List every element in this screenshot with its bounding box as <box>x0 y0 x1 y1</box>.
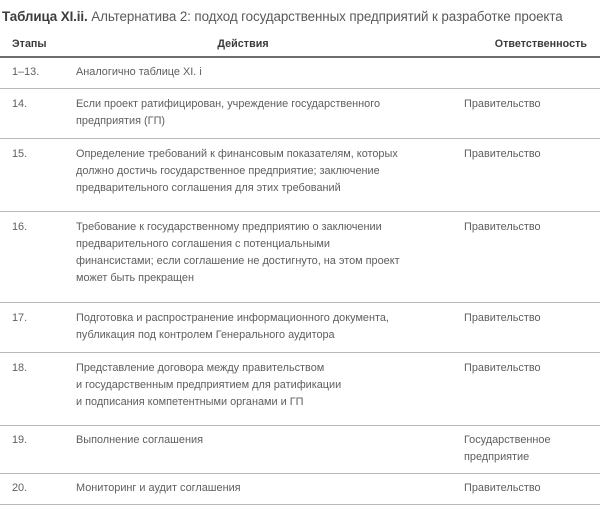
cell-action-line: Подготовка и распространение информационного документа, <box>76 312 389 324</box>
cell-action <box>68 474 458 505</box>
cell-action-line: Мониторинг и аудит соглашения <box>76 482 241 494</box>
cell-action-line: публикация под контролем Генерального аудитора <box>76 329 335 341</box>
cell-responsibility-line: Правительство <box>464 312 541 324</box>
table-row <box>0 303 600 353</box>
table-header-row <box>0 36 600 57</box>
cell-action-line: Требование к государственному предприятию о заключении <box>76 221 382 233</box>
cell-responsibility-line: Правительство <box>464 98 541 110</box>
cell-action-line: Аналогично таблице XI. i <box>76 66 202 78</box>
cell-action <box>68 426 458 474</box>
cell-action <box>68 57 458 89</box>
column-header-responsibility: Ответственность <box>494 38 587 50</box>
table-row <box>0 139 600 212</box>
cell-responsibility-line: Правительство <box>464 148 541 160</box>
cell-stage: 14. <box>0 89 68 139</box>
cell-responsibility <box>458 212 600 303</box>
table-row <box>0 212 600 303</box>
cell-responsibility <box>458 474 600 505</box>
stage-table <box>0 36 600 505</box>
cell-stage: 16. <box>0 212 68 303</box>
cell-stage: 19. <box>0 426 68 474</box>
cell-responsibility <box>458 139 600 212</box>
cell-action-line: Определение требований к финансовым показателям, которых <box>76 148 398 160</box>
cell-action-line: Представление договора между правительством <box>76 362 325 374</box>
cell-stage: 20. <box>0 474 68 505</box>
cell-responsibility-line: предприятие <box>464 451 530 463</box>
cell-action-line: и подписания компетентными органами и ГП <box>76 396 304 408</box>
cell-responsibility-line: Правительство <box>464 482 541 494</box>
cell-stage: 17. <box>0 303 68 353</box>
cell-action-line: предварительного соглашения для этих требований <box>76 182 341 194</box>
cell-action <box>68 212 458 303</box>
table-row <box>0 57 600 89</box>
cell-stage: 18. <box>0 353 68 426</box>
cell-action-line: Если проект ратифицирован, учреждение государственного <box>76 98 381 110</box>
table-body <box>0 57 600 505</box>
table-number-label: Таблица XI.ii. <box>2 9 88 24</box>
cell-action <box>68 89 458 139</box>
table-row <box>0 426 600 474</box>
cell-action-line: предварительного соглашения с потенциальными <box>76 238 330 250</box>
cell-responsibility <box>458 426 600 474</box>
cell-stage: 15. <box>0 139 68 212</box>
cell-action-line: финансистами; если соглашение не достигнуто, на этом проект <box>76 255 400 267</box>
cell-action-line: должно достичь государственное предприятие; заключение <box>76 165 380 177</box>
cell-action <box>68 139 458 212</box>
cell-stage: 1–13. <box>0 57 68 89</box>
table-row <box>0 89 600 139</box>
table-row <box>0 353 600 426</box>
cell-responsibility-line: Правительство <box>464 221 541 233</box>
table-title-text: Альтернатива 2: подход государственных предприятий к разработке проекта <box>91 9 563 24</box>
cell-action-line: предприятия (ГП) <box>76 115 166 127</box>
cell-responsibility-line: Правительство <box>464 362 541 374</box>
cell-responsibility-line: Государственное <box>464 434 551 446</box>
cell-action-line: и государственным предприятием для ратификации <box>76 379 342 391</box>
cell-action-line: Выполнение соглашения <box>76 434 203 446</box>
column-header-action: Действия <box>217 38 269 50</box>
table-row <box>0 474 600 505</box>
column-header-stage: Этапы <box>12 38 47 50</box>
page-title <box>0 0 600 27</box>
stage-table-container <box>0 36 600 505</box>
cell-responsibility <box>458 303 600 353</box>
cell-responsibility <box>458 57 600 89</box>
cell-action <box>68 353 458 426</box>
cell-responsibility <box>458 353 600 426</box>
cell-responsibility <box>458 89 600 139</box>
cell-action <box>68 303 458 353</box>
table-header <box>0 36 600 57</box>
cell-action-line: может быть прекращен <box>76 272 194 284</box>
